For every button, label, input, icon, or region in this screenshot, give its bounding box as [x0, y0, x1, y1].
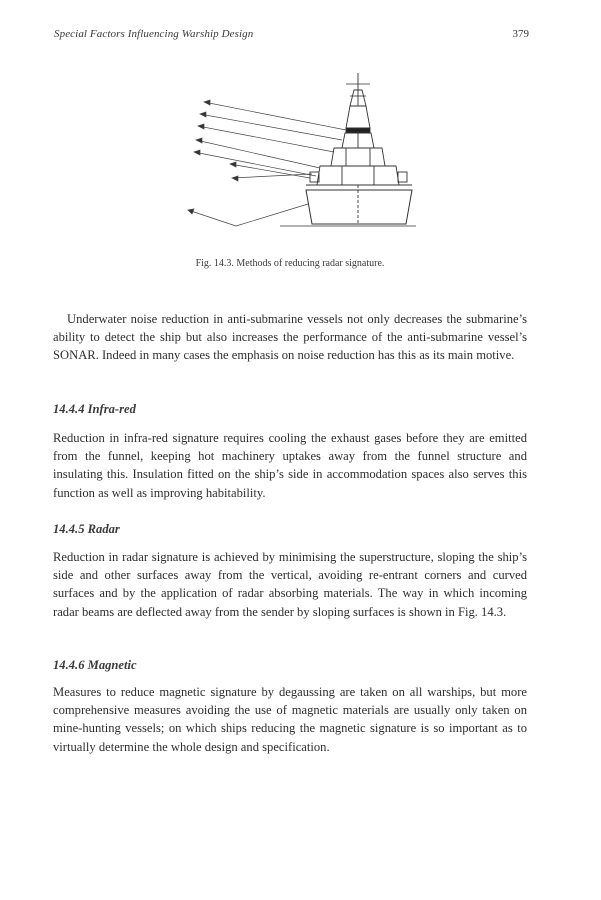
radar-beam-8b: [236, 204, 308, 226]
mast-dark-band: [346, 128, 370, 133]
arrowhead-2: [200, 112, 206, 117]
radar-beam-2: [200, 114, 342, 140]
arrowhead-7: [232, 176, 238, 181]
arrowhead-3: [198, 124, 204, 129]
radar-beam-5: [194, 152, 316, 176]
paragraph-infra-red: Reduction in infra-red signature requires cooling the exhaust gases before they are emitted from the funnel, keeping hot machinery uptakes away from the funnel structure and insulating this. Insulation fitted on the ship’s side in accommodation spaces also serves this function as well as improving habitability.: [53, 431, 527, 500]
bridge-wing-right: [398, 172, 407, 182]
warship-radar-deflection-diagram: [170, 68, 430, 238]
arrowhead-1: [204, 100, 210, 105]
superstructure-tier-2: [331, 148, 385, 166]
radar-beam-8a: [188, 210, 236, 226]
mast-upper-section: [346, 106, 370, 128]
paragraph-underwater-noise: Underwater noise reduction in anti-submarine vessels not only decreases the submarine’s ability to detect the ship but also increases the performance of the anti-submarine vessel’s SONAR. Indeed in many cases the emphasis on noise reduction has this as its main motive.: [53, 312, 527, 363]
arrowhead-6: [230, 162, 236, 167]
figure-radar-signature: [170, 68, 430, 238]
radar-beam-1: [204, 102, 346, 130]
paragraph-magnetic: Measures to reduce magnetic signature by degaussing are taken on all warships, but more comprehensive measures avoiding the use of magnetic materials are usually only taken on mine-hunting vessels; on which ships reducing the magnetic signature is so important as to virtually determine the whole design and specification.: [53, 685, 527, 754]
page-number: 379: [512, 28, 529, 40]
section-heading-infra-red: 14.4.4 Infra-red: [53, 402, 136, 416]
figure-caption: Fig. 14.3. Methods of reducing radar signature.: [195, 258, 385, 269]
paragraph-radar: Reduction in radar signature is achieved by minimising the superstructure, sloping the ship’s side and other surfaces away from the vertical, avoiding re-entrant corners and curved surfaces and by the application of radar absorbing materials. The way in which incoming radar beams are deflected away from the sender by sloping surfaces is shown in Fig. 14.3.: [53, 550, 527, 619]
section-heading-magnetic: 14.4.6 Magnetic: [53, 658, 137, 672]
hull: [306, 190, 412, 224]
radar-beam-3: [198, 126, 334, 152]
superstructure-tier-3: [317, 166, 399, 185]
radar-beam-4: [196, 140, 320, 168]
arrowhead-5: [194, 150, 200, 155]
arrowhead-4: [196, 138, 202, 143]
arrowhead-8: [188, 209, 194, 214]
section-heading-radar: 14.4.5 Radar: [53, 522, 120, 536]
running-head: Special Factors Influencing Warship Design: [54, 28, 254, 40]
